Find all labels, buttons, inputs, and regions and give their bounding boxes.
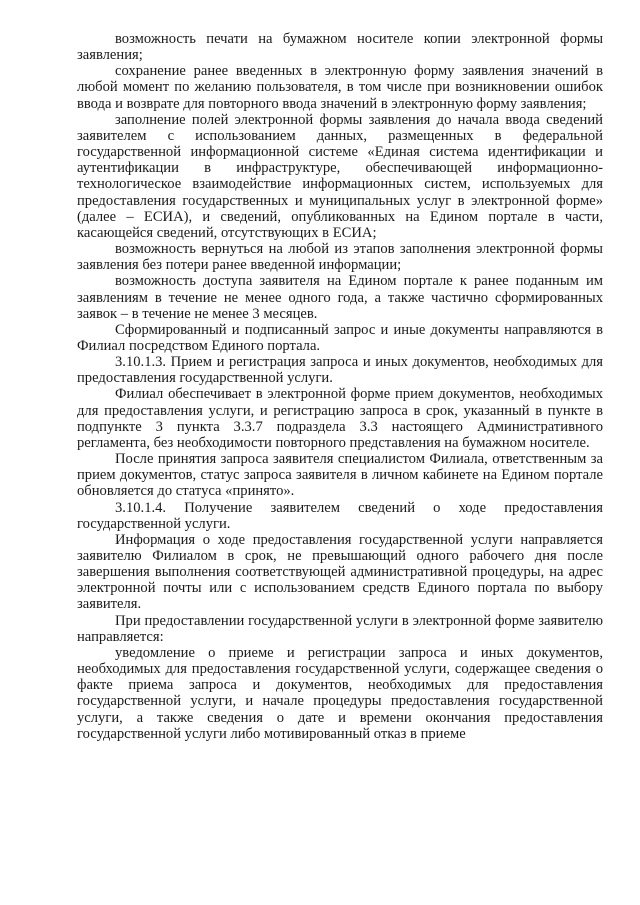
paragraph-status-accepted: После принятия запроса заявителя специалистом Филиала, ответственным за прием документов, статус запроса заявителя в личном кабинете на Едином портале обновляется до статуса «принято». (77, 451, 603, 500)
paragraph-progress-info: Информация о ходе предоставления государственной услуги направляется заявителю Филиалом в срок, не превышающий одного рабочего дня после завершения выполнения соответствующей административной процедуры, на адрес электронной почты или с использованием средств Единого портала по выбору заявителя. (77, 531, 603, 613)
paragraph-print-copy: возможность печати на бумажном носителе копии электронной формы заявления; (77, 31, 603, 64)
paragraph-sent-to-applicant: При предоставлении государственной услуги в электронной форме заявителю направляется: (77, 612, 603, 645)
paragraph-notification: уведомление о приеме и регистрации запроса и иных документов, необходимых для предоставления государственной услуги, содержащее сведения о факте приема запроса и документов, необходимых для предоставления государственной услуги, и начале процедуры предоставления государственной услуги, а также сведения о дате и времени окончания предоставления государственной услуги либо мотивированный отказ в приеме (77, 644, 603, 742)
section-heading-3-10-1-4: 3.10.1.4. Получение заявителем сведений о ходе предоставления государственной услуги. (77, 499, 603, 532)
paragraph-branch-accepts: Филиал обеспечивает в электронной форме прием документов, необходимых для предоставления услуги, и регистрацию запроса в срок, указанный в пункте в подпункте 3 пункта 3.3.7 подраздела 3.3 настоящего Административного регламента, без необходимости повторного представления на бумажном носителе. (77, 386, 603, 451)
paragraph-access-previous: возможность доступа заявителя на Едином портале к ранее поданным им заявлениям в течение не менее одного года, а также частично сформированных заявок – в течение не менее 3 месяцев. (77, 273, 603, 322)
paragraph-autofill-esia: заполнение полей электронной формы заявления до начала ввода сведений заявителем с использованием данных, размещенных в федеральной государственной информационной системе «Единая система идентификации и аутентификации в инфраструктуре, обеспечивающей информационно-технологическое взаимодействие информационных систем, используемых для предоставления государственных и муниципальных услуг в электронной форме» (далее – ЕСИА), и сведений, опубликованных на Едином портале в части, касающейся сведений, отсутствующих в ЕСИА; (77, 111, 603, 241)
paragraph-save-values: сохранение ранее введенных в электронную форму заявления значений в любой момент по желанию пользователя, в том числе при возникновении ошибок ввода и возврате для повторного ввода значений в электронную форму заявления; (77, 63, 603, 112)
document-page (77, 31, 603, 742)
paragraph-request-sent: Сформированный и подписанный запрос и иные документы направляются в Филиал посредством Единого портала. (77, 321, 603, 354)
section-heading-3-10-1-3: 3.10.1.3. Прием и регистрация запроса и иных документов, необходимых для предоставления государственной услуги. (77, 354, 603, 387)
paragraph-return-to-step: возможность вернуться на любой из этапов заполнения электронной формы заявления без потери ранее введенной информации; (77, 241, 603, 274)
